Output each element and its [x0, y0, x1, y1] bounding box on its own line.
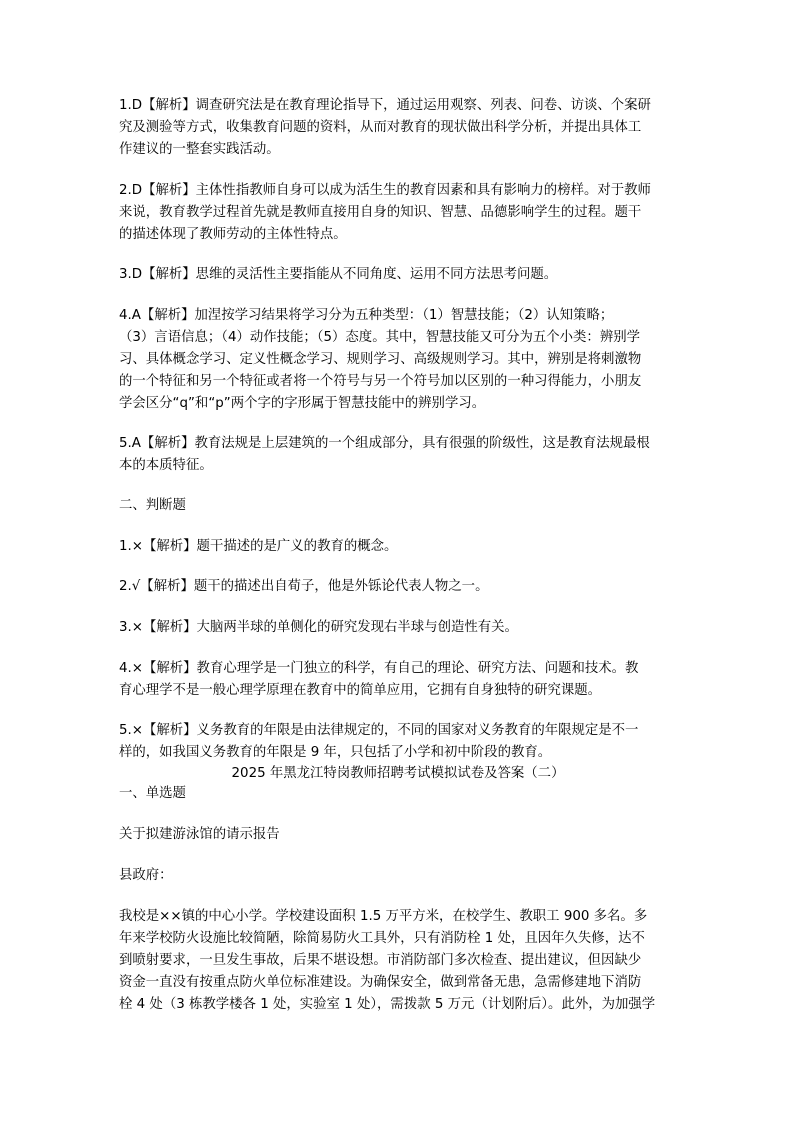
- report-body-line-5: 栓 4 处（3 栋教学楼各 1 处，实验室 1 处），需拨款 5 万元（计划附后）。此外，为加强学: [119, 997, 656, 1012]
- judgement-answer-5-line-1: 5.×【解析】义务教育的年限是由法律规定的，不同的国家对义务教育的年限规定是不一: [119, 723, 639, 738]
- report-title: 关于拟建游泳馆的请示报告: [119, 827, 280, 842]
- judgement-answer-5-line-2: 样的，如我国义务教育的年限是 9 年，只包括了小学和初中阶段的教育。: [119, 745, 552, 760]
- answer-2-line-1: 2.D【解析】主体性指教师自身可以成为活生生的教育因素和具有影响力的榜样。对于教师: [119, 183, 651, 198]
- report-addressee: 县政府：: [119, 868, 173, 883]
- report-body-line-4: 资金一直没有按重点防火单位标准建设。为确保安全，做到常备无患，急需修建地下消防: [119, 975, 642, 990]
- report-body-line-1: 我校是××镇的中心小学。学校建设面积 1.5 万平方米，在校学生、教职工 900 多名。多: [119, 909, 648, 924]
- answer-1-line-1: 1.D【解析】调查研究法是在教育理论指导下，通过运用观察、列表、问卷、访谈、个案研: [119, 98, 651, 113]
- judgement-answer-4-line-2: 育心理学不是一般心理学原理在教育中的简单应用，它拥有自身独特的研究课题。: [119, 683, 602, 698]
- answer-4-line-5: 学会区分“q”和“p”两个字的字形属于智慧技能中的辨别学习。: [119, 396, 486, 411]
- answer-1-line-3: 作建议的一整套实践活动。: [119, 142, 280, 157]
- judgement-answer-2: 2.√【解析】题干的描述出自荀子，他是外铄论代表人物之一。: [119, 579, 489, 594]
- answer-4-line-2: （3）言语信息；（4）动作技能；（5）态度。其中，智慧技能又可分为五个小类：辨别学: [119, 330, 640, 345]
- answer-4-line-1: 4.A【解析】加涅按学习结果将学习分为五种类型：（1）智慧技能；（2）认知策略；: [119, 308, 614, 323]
- section-heading-judgement: 二、判断题: [119, 498, 186, 513]
- report-body-line-2: 年来学校防火设施比较简陋，除简易防火工具外，只有消防栓 1 处，且因年久失修，达不: [119, 931, 645, 946]
- answer-5-line-2: 本的本质特征。: [119, 458, 213, 473]
- report-body-line-3: 到喷射要求，一旦发生事故，后果不堪设想。市消防部门多次检查、提出建议，但因缺少: [119, 953, 642, 968]
- answer-2-line-3: 的描述体现了教师劳动的主体性特点。: [119, 227, 347, 242]
- answer-3-line-1: 3.D【解析】思维的灵活性主要指能从不同角度、运用不同方法思考问题。: [119, 267, 558, 282]
- answer-2-line-2: 来说，教育教学过程首先就是教师直接用自身的知识、智慧、品德影响学生的过程。题干: [119, 205, 642, 220]
- answer-4-line-3: 习、具体概念学习、定义性概念学习、规则学习、高级规则学习。其中，辨别是将刺激物: [119, 352, 642, 367]
- judgement-answer-1: 1.×【解析】题干描述的是广义的教育的概念。: [119, 539, 398, 554]
- exam-title: 2025 年黑龙江特岗教师招聘考试模拟试卷及答案（二）: [231, 766, 565, 781]
- answer-1-line-2: 究及测验等方式，收集教育问题的资料，从而对教育的现状做出科学分析，并提出具体工: [119, 120, 642, 135]
- answer-5-line-1: 5.A【解析】教育法规是上层建筑的一个组成部分，具有很强的阶级性，这是教育法规最根: [119, 436, 650, 451]
- section-heading-single-choice: 一、单选题: [119, 786, 186, 801]
- judgement-answer-3: 3.×【解析】大脑两半球的单侧化的研究发现右半球与创造性有关。: [119, 620, 518, 635]
- answer-4-line-4: 的一个特征和另一个特征或者将一个符号与另一个符号加以区别的一种习得能力，小朋友: [119, 374, 642, 389]
- judgement-answer-4-line-1: 4.×【解析】教育心理学是一门独立的科学，有自己的理论、研究方法、问题和技术。教: [119, 661, 639, 676]
